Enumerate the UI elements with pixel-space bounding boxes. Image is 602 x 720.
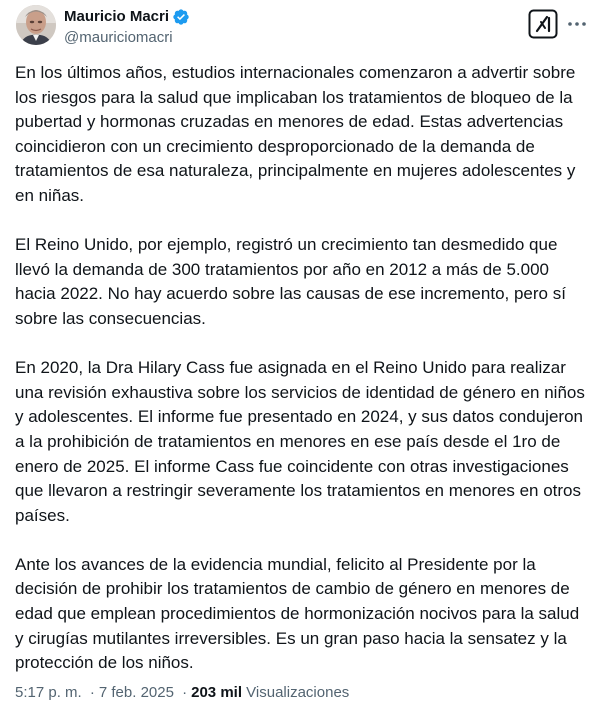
tweet-meta (15, 683, 349, 703)
avatar[interactable] (16, 5, 56, 45)
grok-icon (528, 9, 558, 39)
verified-badge-icon (172, 8, 190, 26)
more-horizontal-icon (565, 12, 589, 36)
tweet-text (15, 61, 587, 700)
display-name[interactable]: Mauricio Macri (64, 8, 170, 25)
tweet-paragraph: El Reino Unido, por ejemplo, registró un crecimiento tan desmedido que llevó la demanda de 300 tratamientos por año en 2012 a más de 5.000 hacia 2022. No hay acuerdo sobre las causas de ese incremento, pero sí sobre las consecuencias. (15, 235, 566, 328)
grok-button[interactable] (528, 9, 558, 39)
tweet-paragraph: En los últimos años, estudios internacionales comenzaron a advertir sobre los riesgos para la salud que implicaban los tratamientos de bloqueo de la pubertad y hormonas cruzadas en menores de edad. Estas advertencias coincidieron con un crecimiento desproporcionado de la demanda de tratamientos de esa naturaleza, principalmente en mujeres adolescentes y en niñas. (15, 63, 576, 205)
timestamp-time[interactable]: 5:17 p. m. (15, 684, 82, 701)
handle[interactable]: @mauriciomacri (64, 29, 173, 46)
timestamp-date[interactable]: 7 feb. 2025 (98, 684, 174, 701)
more-button[interactable] (565, 12, 589, 36)
separator: · (89, 684, 95, 701)
tweet-paragraph: Ante los avances de la evidencia mundial, felicito al Presidente por la decisión de prohibir los tratamientos de cambio de género en menores de edad que emplean procedimientos de hormonización nocivos para la salud y cirugías mutilantes irreversibles. Es un gran paso hacia la sensatez y la protección de los niños. (15, 554, 580, 673)
separator: · (182, 684, 188, 701)
views-label: Visualizaciones (246, 684, 350, 701)
views-count[interactable]: 203 mil (191, 684, 242, 701)
author-info (64, 7, 190, 48)
profile-photo (16, 5, 56, 45)
tweet-paragraph: En 2020, la Dra Hilary Cass fue asignada en el Reino Unido para realizar una revisión exhaustiva sobre los servicios de identidad de género en niños y adolescentes. El informe fue presentado en 2024, y sus datos condujeron a la prohibición de tratamientos en menores en ese país desde el 1ro de enero de 2025. El informe Cass fue coincidente con otras investigaciones que llevaron a restringir severamente los tratamientos en menores en otros países. (15, 358, 585, 525)
